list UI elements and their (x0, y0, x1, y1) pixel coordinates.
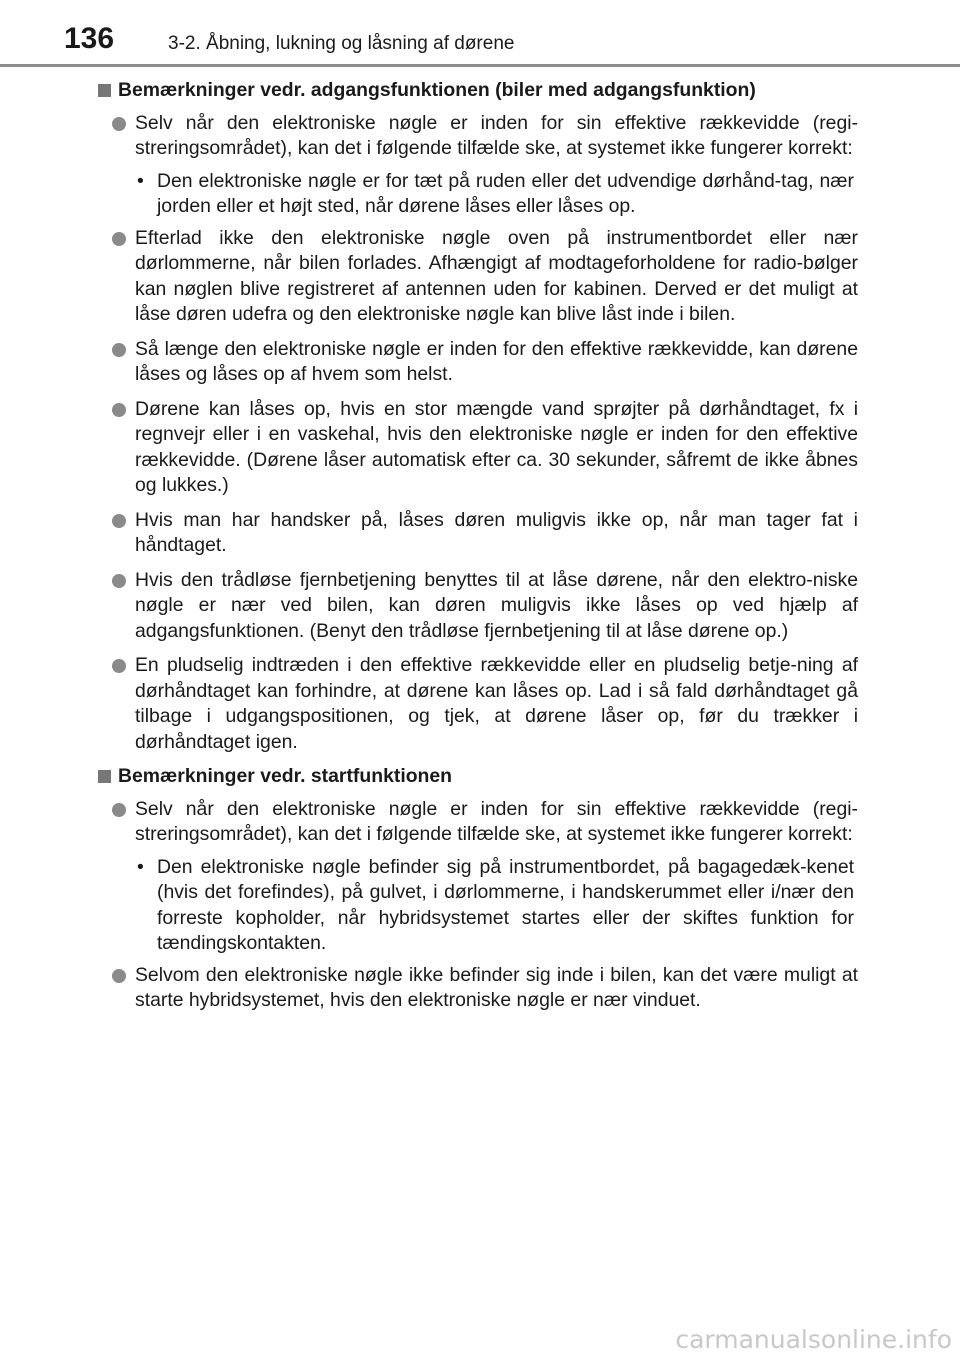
list-item (96, 226, 858, 328)
page-body (96, 74, 858, 1023)
sub-list-item-text: Den elektroniske nøgle befinder sig på instrumentbordet, på bagagedæk-kenet (hvis det forefindes), på gulvet, i dørlommerne, i handskerummet eller i/nær den forreste kopholder, når hybridsystemet startes eller der skiftes funktion for tændingskontakten. (157, 855, 854, 954)
list-item-text: Hvis man har handsker på, låses døren muligvis ikke op, når man tager fat i håndtaget. (135, 508, 858, 556)
list-item (96, 508, 858, 559)
section-heading-text: Bemærkninger vedr. adgangsfunktionen (biler med adgangsfunktion) (118, 79, 756, 101)
list-item-text: Så længe den elektroniske nøgle er inden for den effektive rækkevidde, kan dørene låses og låses op af hvem som helst. (135, 337, 858, 385)
section-heading-start-function (96, 764, 858, 790)
list-item-text: Selvom den elektroniske nøgle ikke befinder sig inde i bilen, kan det være muligt at starte hybridsystemet, hvis den elektroniske nøgle er nær vinduet. (135, 963, 858, 1011)
section-heading-entry-function (96, 78, 858, 104)
round-bullet-icon (112, 514, 126, 528)
round-bullet-icon (112, 232, 126, 246)
sub-list-item (96, 855, 858, 957)
sub-bullet-icon: • (137, 169, 144, 192)
list-item (96, 397, 858, 499)
square-bullet-icon (98, 770, 111, 783)
list-item-text: En pludselig indtræden i den effektive rækkevidde eller en pludselig betje-ning af dørhåndtaget kan forhindre, at dørene kan låses op. Lad i så fald dørhåndtaget gå tilbage i udgangspositionen, og tjek, at dørene låser op, før du trækker i dørhåndtaget igen. (135, 654, 858, 753)
sub-list-item-text: Den elektroniske nøgle er for tæt på ruden eller det udvendige dørhånd-tag, nær jorden eller et højt sted, når dørene låses eller låses op. (157, 169, 854, 217)
watermark: carmanualsonline.info (675, 1325, 952, 1354)
page-header (0, 0, 960, 66)
section-heading-text: Bemærkninger vedr. startfunktionen (118, 765, 453, 787)
list-item-text: Selv når den elektroniske nøgle er inden for sin effektive rækkevidde (regi-streringsområdet), kan det i følgende tilfælde ske, at systemet ikke fungerer korrekt: (135, 111, 858, 159)
round-bullet-icon (112, 803, 126, 817)
list-item (96, 963, 858, 1014)
list-item (96, 797, 858, 848)
list-item-text: Dørene kan låses op, hvis en stor mængde vand sprøjter på dørhåndtaget, fx i regnvejr eller i en vaskehal, hvis den elektroniske nøgle er inden for den effektive rækkevidde. (Dørene låser automatisk efter ca. 30 sekunder, såfremt de ikke åbnes og lukkes.) (135, 397, 858, 496)
round-bullet-icon (112, 969, 126, 983)
list-item (96, 653, 858, 755)
list-item-text: Efterlad ikke den elektroniske nøgle oven på instrumentbordet eller nær dørlommerne, når bilen forlades. Afhængigt af modtageforholdene for radio-bølger kan nøglen blive registreret af antennen uden for kabinen. Derved er det muligt at låse døren udefra og den elektroniske nøgle kan blive låst inde i bilen. (135, 226, 858, 325)
header-divider (0, 64, 960, 67)
list-item (96, 337, 858, 388)
sub-bullet-icon: • (137, 855, 144, 878)
list-item (96, 111, 858, 162)
round-bullet-icon (112, 117, 126, 131)
list-item-text: Selv når den elektroniske nøgle er inden for sin effektive rækkevidde (regi-streringsområdet), kan det i følgende tilfælde ske, at systemet ikke fungerer korrekt: (135, 797, 858, 845)
list-item (96, 568, 858, 645)
sub-list-item (96, 169, 858, 220)
round-bullet-icon (112, 574, 126, 588)
page-number: 136 (64, 22, 115, 55)
chapter-title: 3-2. Åbning, lukning og låsning af dørene (168, 33, 515, 54)
square-bullet-icon (98, 84, 111, 97)
list-item-text: Hvis den trådløse fjernbetjening benyttes til at låse dørene, når den elektro-niske nøgle er nær ved bilen, kan døren muligvis ikke låses op ved hjælp af adgangsfunktionen. (Benyt den trådløse fjernbetjening til at låse dørene op.) (135, 568, 858, 642)
round-bullet-icon (112, 343, 126, 357)
round-bullet-icon (112, 659, 126, 673)
round-bullet-icon (112, 403, 126, 417)
